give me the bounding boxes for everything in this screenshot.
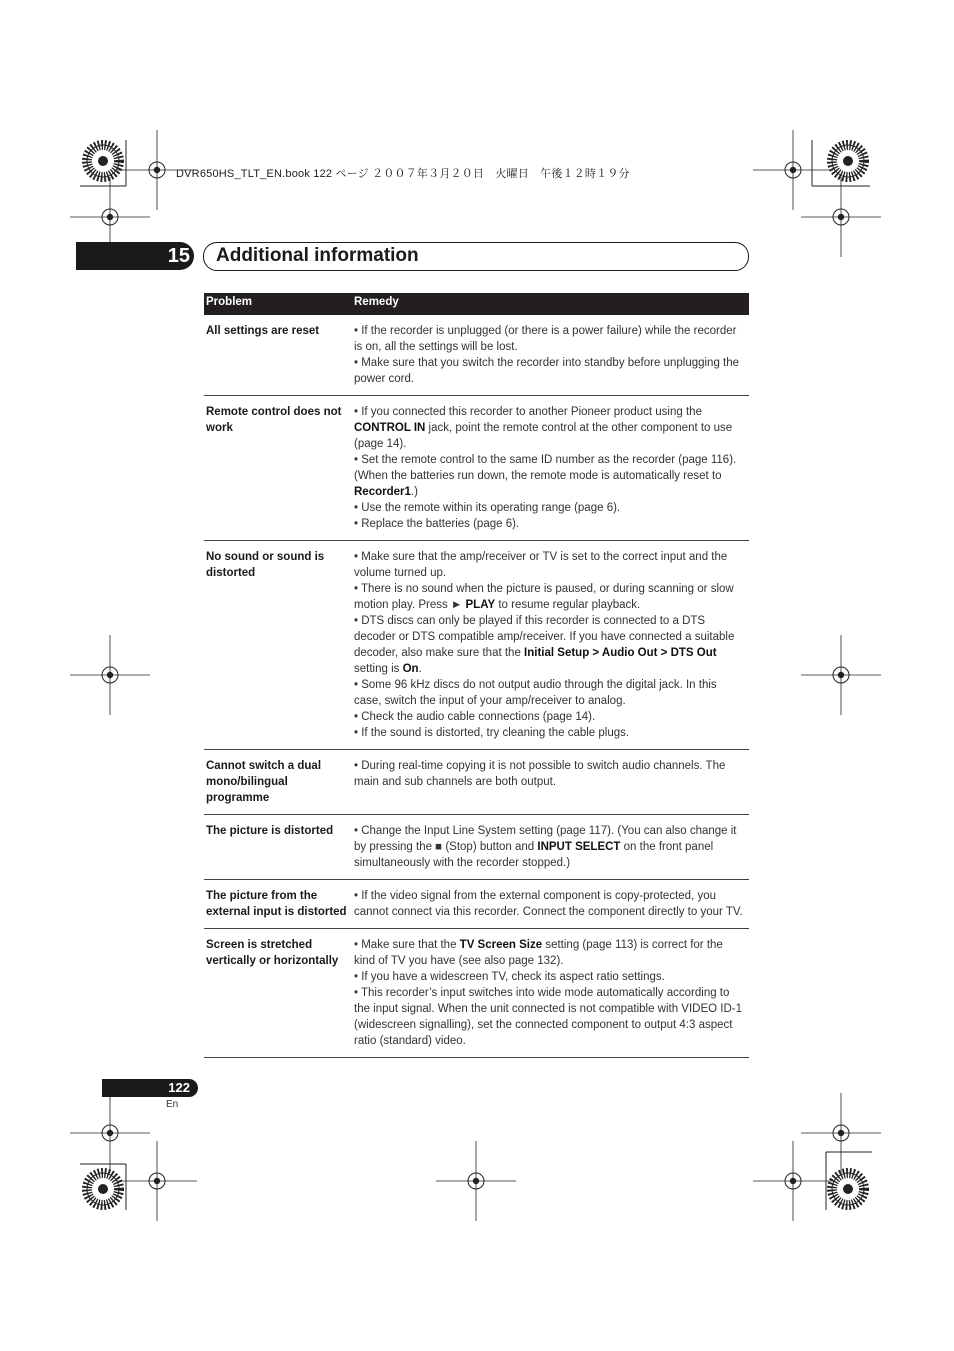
remedy-emphasis: Recorder1: [354, 486, 411, 498]
remedy-text: • If you have a widescreen TV, check its aspect ratio settings.: [354, 971, 665, 983]
remedy-text: • This recorder’s input switches into wide mode automatically according to the input signal. When the unit connected is not compatible with VIDEO ID-1 (widescreen signalling), set the connected component to output 4:3 aspect ratio (standard) video.: [354, 987, 743, 1047]
problem-cell: Screen is stretched vertically or horizontally: [204, 929, 352, 1058]
problem-cell: The picture from the external input is distorted: [204, 880, 352, 929]
remedy-item: [354, 452, 747, 500]
remedy-text: to resume regular playback.: [495, 599, 641, 611]
remedy-item: [354, 969, 747, 985]
crosshair-top-2: [753, 130, 833, 210]
remedy-item: [354, 709, 747, 725]
remedy-text: • Replace the batteries (page 6).: [354, 518, 520, 530]
remedy-text: • During real-time copying it is not possible to switch audio channels. The main and sub channels are both output.: [354, 760, 726, 788]
remedy-text: setting is: [354, 663, 403, 675]
remedy-text: .: [418, 663, 422, 675]
crosshair-mid-left: [70, 635, 150, 715]
problem-cell: The picture is distorted: [204, 815, 352, 880]
remedy-item: [354, 549, 747, 581]
remedy-emphasis: On: [402, 663, 419, 675]
remedy-item: [354, 823, 747, 871]
crosshair-bottom-center: [436, 1141, 516, 1221]
remedy-text: • If the recorder is unplugged (or there is a power failure) while the recorder is on, all the settings will be lost.: [354, 325, 737, 353]
remedy-item: [354, 323, 747, 355]
troubleshooting-table: [204, 293, 749, 1058]
remedy-text: • Make sure that you switch the recorder into standby before unplugging the power cord.: [354, 357, 740, 385]
table-row: [204, 315, 749, 396]
remedy-text: • DTS discs can only be played if this recorder is connected to a DTS decoder or DTS compatible amp/receiver. If you have connected a suitable decoder, also make sure that the: [354, 615, 735, 659]
crosshair-bottom-2: [753, 1141, 833, 1221]
remedy-item: [354, 404, 747, 452]
header-problem: Problem: [204, 293, 352, 315]
problem-cell: Remote control does not work: [204, 396, 352, 541]
remedy-text: on the front panel simultaneously with the recorder stopped.): [354, 841, 714, 869]
chapter-number: 15: [167, 245, 190, 267]
crosshair-bottom-left: [70, 1093, 150, 1173]
page-number: 122: [168, 1080, 190, 1095]
remedy-cell: [352, 396, 749, 541]
chapter-title: Additional information: [216, 245, 419, 266]
remedy-item: [354, 516, 747, 532]
star-target-top-right: [832, 145, 864, 177]
star-target-top-left: [87, 145, 119, 177]
remedy-cell: [352, 750, 749, 815]
remedy-emphasis: CONTROL IN: [354, 422, 426, 434]
remedy-text: • Check the audio cable connections (page 14).: [354, 711, 596, 723]
table-row: [204, 541, 749, 750]
remedy-text: • Use the remote within its operating range (page 6).: [354, 502, 621, 514]
remedy-emphasis: TV Screen Size: [459, 939, 543, 951]
page-language: En: [166, 1099, 179, 1110]
remedy-cell: [352, 315, 749, 396]
table-row: [204, 750, 749, 815]
remedy-emphasis: PLAY: [465, 599, 496, 611]
remedy-cell: [352, 929, 749, 1058]
remedy-item: [354, 888, 747, 920]
table-row: [204, 929, 749, 1058]
print-header: DVR650HS_TLT_EN.book 122 ページ ２００７年３月２０日 火曜日 午後１２時１９分: [176, 168, 630, 180]
remedy-item: [354, 758, 747, 790]
crosshair-bottom-1: [117, 1141, 197, 1221]
remedy-text: • Make sure that the: [354, 939, 460, 951]
remedy-cell: [352, 815, 749, 880]
table-row: [204, 880, 749, 929]
table-body: [204, 315, 749, 1058]
remedy-item: [354, 725, 747, 741]
remedy-text: • Some 96 kHz discs do not output audio through the digital jack. In this case, switch the input of your amp/receiver to analog.: [354, 679, 717, 707]
remedy-item: [354, 581, 747, 613]
problem-cell: All settings are reset: [204, 315, 352, 396]
remedy-text: • There is no sound when the picture is paused, or during scanning or slow motion play. Press ►: [354, 583, 734, 611]
remedy-cell: [352, 541, 749, 750]
crosshair-mid-right: [801, 635, 881, 715]
remedy-item: [354, 613, 747, 677]
remedy-text: • Set the remote control to the same ID number as the recorder (page 116). (When the batteries run down, the remote mode is automatically reset to: [354, 454, 737, 482]
remedy-text: • Make sure that the amp/receiver or TV is set to the correct input and the volume turned up.: [354, 551, 728, 579]
crosshair-top-right: [801, 177, 881, 257]
star-target-bottom-right: [832, 1173, 864, 1205]
remedy-item: [354, 355, 747, 387]
crosshair-bottom-right: [801, 1093, 881, 1173]
header-remedy: Remedy: [352, 293, 749, 315]
table-row: [204, 815, 749, 880]
remedy-item: [354, 985, 747, 1049]
table-header-row: [204, 293, 749, 315]
remedy-text: .): [410, 486, 418, 498]
remedy-text: setting (page 113) is correct for the kind of TV you have (see also page 132).: [354, 939, 723, 967]
remedy-text: • Change the Input Line System setting (page 117). (You can also change it by pressing the ■ (Stop) button and: [354, 825, 737, 853]
remedy-item: [354, 677, 747, 709]
problem-cell: No sound or sound is distorted: [204, 541, 352, 750]
problem-cell: Cannot switch a dual mono/bilingual programme: [204, 750, 352, 815]
remedy-text: jack, point the remote control at the other component to use (page 14).: [354, 422, 733, 450]
remedy-emphasis: INPUT SELECT: [537, 841, 621, 853]
star-target-bottom-left: [87, 1173, 119, 1205]
remedy-item: [354, 937, 747, 969]
remedy-emphasis: Initial Setup > Audio Out > DTS Out: [524, 647, 717, 659]
remedy-item: [354, 500, 747, 516]
remedy-text: • If the sound is distorted, try cleaning the cable plugs.: [354, 727, 630, 739]
remedy-text: • If you connected this recorder to another Pioneer product using the: [354, 406, 702, 418]
remedy-cell: [352, 880, 749, 929]
table-row: [204, 396, 749, 541]
remedy-text: • If the video signal from the external component is copy-protected, you cannot connect via this recorder. Connect the component directly to your TV.: [354, 890, 743, 918]
